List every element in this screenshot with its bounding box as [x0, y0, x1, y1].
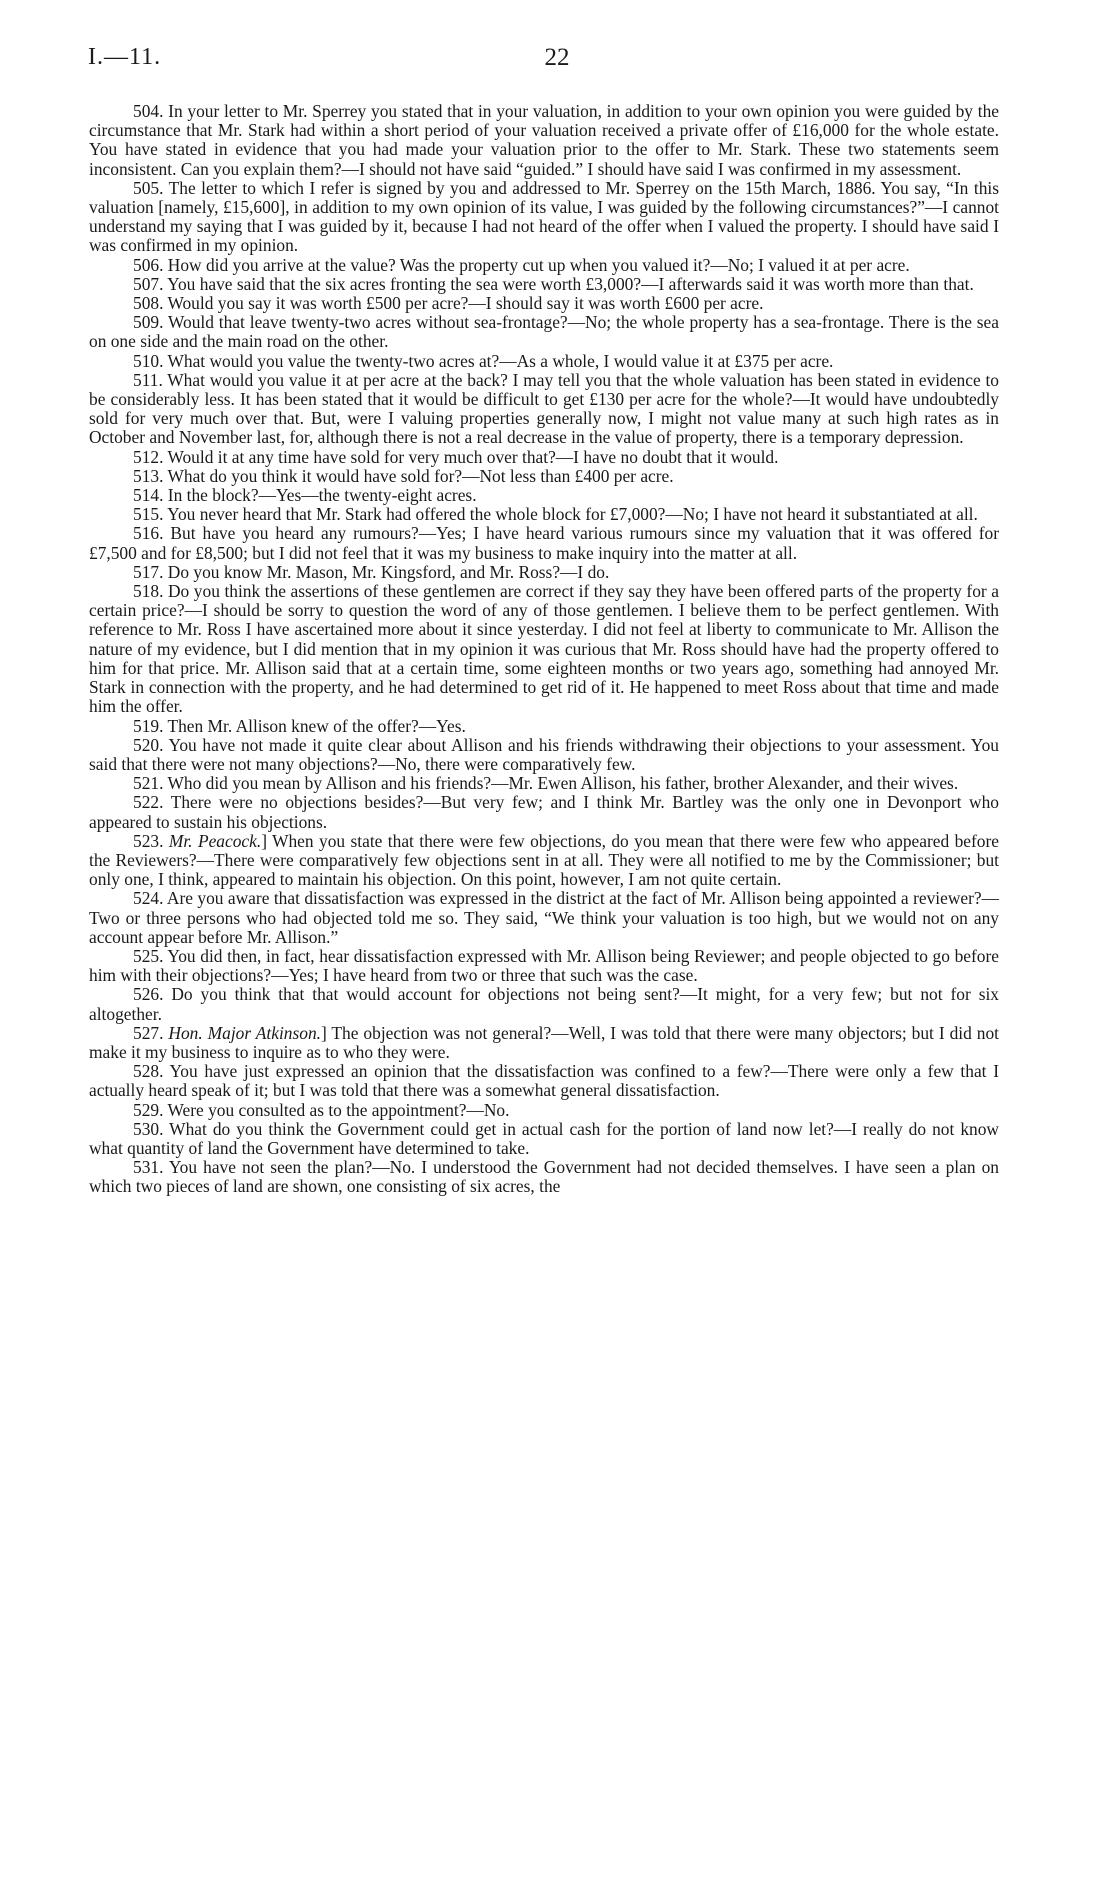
paragraph-504	[89, 102, 999, 179]
paragraph-text: 512. Would it at any time have sold for very much over that?—I have no doubt that it would.	[133, 446, 779, 467]
paragraph-508	[89, 294, 999, 313]
paragraph-text: 515. You never heard that Mr. Stark had offered the whole block for £7,000?—No; I have not heard it substantiated at all.	[133, 504, 978, 525]
page-number: 22	[544, 44, 570, 71]
paragraph-521	[89, 774, 999, 793]
paragraph-520	[89, 736, 999, 774]
paragraph-text: 513. What do you think it would have sold for?—Not less than £400 per acre.	[133, 465, 674, 486]
paragraph-text: 508. Would you say it was worth £500 per acre?—I should say it was worth £600 per acre.	[133, 293, 764, 314]
paragraph-531	[89, 1158, 999, 1196]
paragraph-525	[89, 947, 999, 985]
paragraph-text: ] When you state that there were few objections, do you mean that there were few who appeared before the Reviewers?—There were comparatively few objections sent in at all. They were all notified to me by the Commissioner; but only one, I think, appeared to maintain his objection. On this point, however, I am not quite certain.	[89, 830, 999, 890]
question-number: 527.	[133, 1022, 164, 1043]
paragraph-522	[89, 793, 999, 831]
paragraph-text: 520. You have not made it quite clear about Allison and his friends withdrawing their objections to your assessment. You said that there were not many objections?—No, there were comparatively few.	[89, 734, 999, 774]
paragraph-text: 531. You have not seen the plan?—No. I understood the Government had not decided themselves. I have seen a plan on which two pieces of land are shown, one consisting of six acres, the	[89, 1157, 999, 1197]
paragraph-text: 516. But have you heard any rumours?—Yes; I have heard various rumours since my valuation that it was offered for £7,500 and for £8,500; but I did not feel that it was my business to make inquiry into the matter at all.	[89, 523, 999, 563]
paragraph-514	[89, 486, 999, 505]
paragraph-text: 529. Were you consulted as to the appointment?—No.	[133, 1099, 510, 1120]
paragraph-505	[89, 179, 999, 256]
paragraph-506	[89, 256, 999, 275]
paragraph-512	[89, 448, 999, 467]
page-header	[88, 44, 1026, 76]
paragraph-text: 525. You did then, in fact, hear dissatisfaction expressed with Mr. Allison being Reviewer; and people objected to go before him with their objections?—Yes; I have heard from two or three that such was the case.	[89, 945, 999, 986]
paragraph-text: 506. How did you arrive at the value? Was the property cut up when you valued it?—No; I valued it at per acre.	[133, 254, 910, 275]
paragraph-text: 510. What would you value the twenty-two acres at?—As a whole, I would value it at £375 per acre.	[133, 350, 834, 371]
paragraph-text: 505. The letter to which I refer is signed by you and addressed to Mr. Sperrey on the 15th March, 1886. You say, “In this valuation [namely, £15,600], in addition to my own opinion of its value, I was guided by the following circumstances?”—I cannot understand my saying that I was guided by it, because I had not heard of the offer when I valued the property. I should have said I was confirmed in my opinion.	[89, 177, 999, 256]
questioner-name: Hon. Major Atkinson.	[168, 1022, 321, 1043]
paragraph-526	[89, 985, 999, 1023]
paragraph-513	[89, 467, 999, 486]
paragraph-510	[89, 352, 999, 371]
paragraph-text: 511. What would you value it at per acre at the back? I may tell you that the whole valuation has been stated in evidence to be considerably less. It has been stated that it would be difficult to get £130 per acre for the whole?—It would have undoubtedly sold for very much over that. But, were I valuing properties generally now, I might not value many at such high rates as in October and November last, for, although there is not a real decrease in the value of property, there is a temporary depression.	[89, 369, 999, 448]
paragraph-text: 530. What do you think the Government could get in actual cash for the portion of land now let?—I really do not know what quantity of land the Government have determined to take.	[89, 1118, 999, 1158]
paragraph-528	[89, 1062, 999, 1100]
paragraph-516	[89, 524, 999, 562]
paragraph-text: 509. Would that leave twenty-two acres without sea-frontage?—No; the whole property has a sea-frontage. There is the sea on one side and the main road on the other.	[89, 312, 999, 352]
paragraph-524	[89, 889, 999, 947]
paragraph-519	[89, 717, 999, 736]
paragraph-text: 507. You have said that the six acres fronting the sea were worth £3,000?—I afterwards said it was worth more than that.	[133, 273, 974, 294]
paragraph-text: 504. In your letter to Mr. Sperrey you stated that in your valuation, in addition to your own opinion you were guided by the circumstance that Mr. Stark had within a short period of your valuation received a private offer of £16,000 for the whole estate. You have stated in evidence that you had made your valuation prior to the offer to Mr. Stark. These two statements seem inconsistent. Can you explain them?—I should not have said “guided.” I should have said I was confirmed in my assessment.	[89, 101, 999, 179]
paragraph-530	[89, 1120, 999, 1158]
paragraph-527	[89, 1024, 999, 1062]
paragraph-text: 514. In the block?—Yes—the twenty-eight acres.	[133, 485, 477, 506]
paragraph-text: 522. There were no objections besides?—But very few; and I think Mr. Bartley was the only one in Devonport who appeared to sustain his objections.	[89, 792, 999, 832]
paragraph-text: 521. Who did you mean by Allison and his friends?—Mr. Ewen Allison, his father, brother Alexander, and their wives.	[133, 773, 959, 794]
paragraph-529	[89, 1101, 999, 1120]
paragraph-text: 524. Are you aware that dissatisfaction was expressed in the district at the fact of Mr. Allison being appointed a reviewer?—Two or three persons who had objected told me so. They said, “We think your valuation is too high, but we would not on any account appear before Mr. Allison.”	[89, 888, 999, 947]
paragraph-515	[89, 505, 999, 524]
paragraph-text: 518. Do you think the assertions of these gentlemen are correct if they say they have been offered parts of the property for a certain price?—I should be sorry to question the word of any of those gentlemen. I believe them to be perfect gentlemen. With reference to Mr. Ross I have ascertained more about it since yesterday. I did not feel at liberty to communicate to Mr. Allison the nature of my evidence, but I did mention that in my opinion it was curious that Mr. Ross should have had the property offered to him for that price. Mr. Allison said that at a certain time, some eighteen months or two years ago, something had annoyed Mr. Stark in connection with the property, and he had determined to get rid of it. He happened to meet Ross about that time and made him the offer.	[89, 581, 999, 717]
paragraph-text: 519. Then Mr. Allison knew of the offer?—Yes.	[133, 715, 466, 736]
paragraph-523	[89, 832, 999, 890]
paragraph-509	[89, 313, 999, 351]
paragraph-text: 528. You have just expressed an opinion that the dissatisfaction was confined to a few?—There were only a few that I actually heard speak of it; but I was told that there was a somewhat general dissatisfaction.	[89, 1061, 999, 1101]
evidence-text	[89, 102, 999, 1197]
paragraph-518	[89, 582, 999, 716]
paragraph-511	[89, 371, 999, 448]
paragraph-text: ] The objection was not general?—Well, I was told that there were many objectors; but I did not make it my business to inquire as to who they were.	[89, 1022, 999, 1062]
question-number: 523.	[133, 830, 164, 851]
questioner-name: Mr. Peacock.	[168, 830, 262, 851]
document-reference: I.—11.	[88, 44, 162, 70]
paragraph-text: 526. Do you think that that would account for objections not being sent?—It might, for a very few; but not for six altogether.	[89, 984, 999, 1024]
paragraph-517	[89, 563, 999, 582]
paragraph-text: 517. Do you know Mr. Mason, Mr. Kingsford, and Mr. Ross?—I do.	[133, 561, 610, 582]
paragraph-507	[89, 275, 999, 294]
